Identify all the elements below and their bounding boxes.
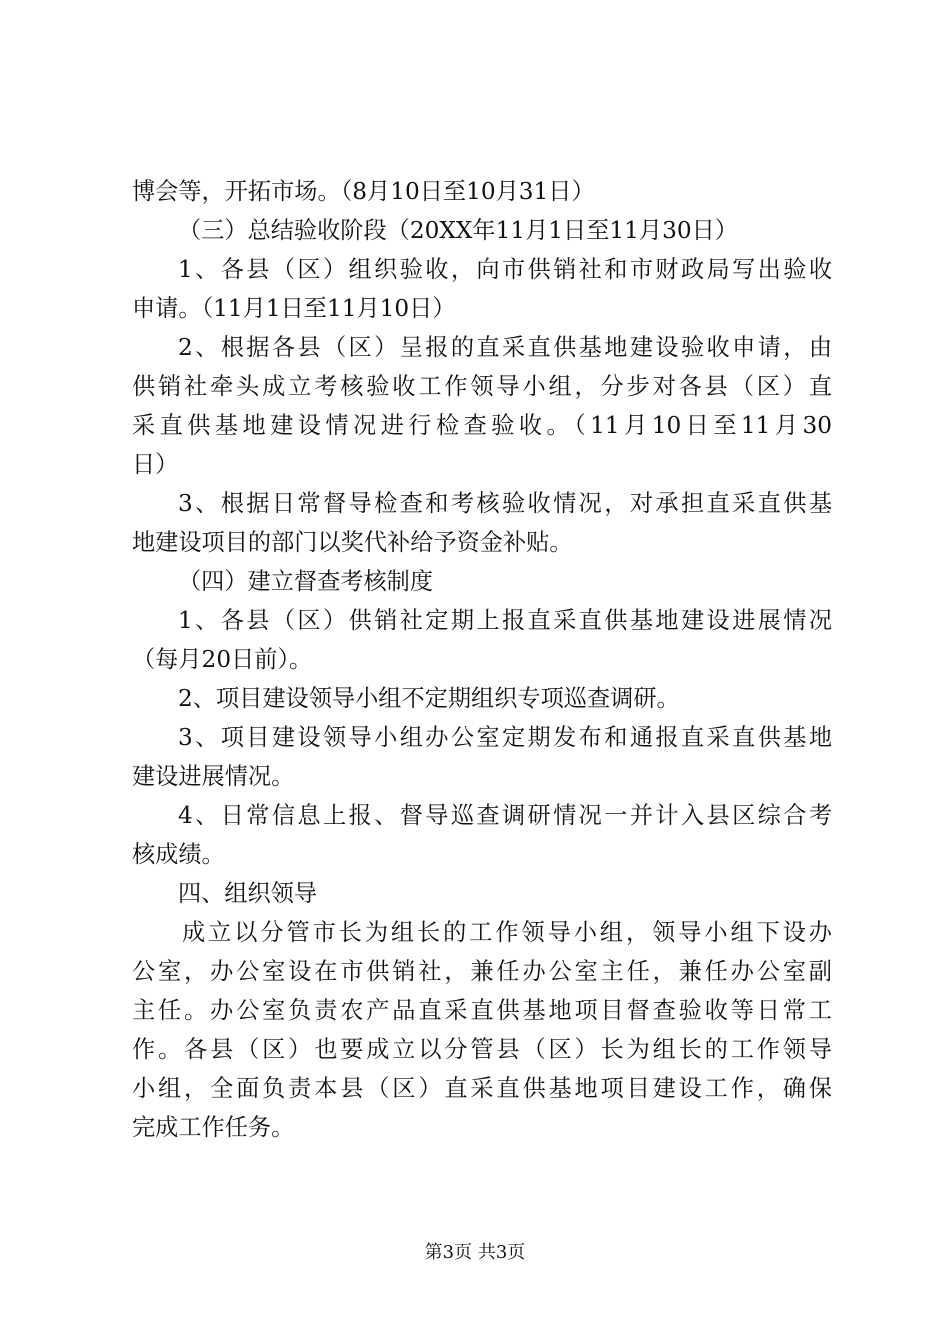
text-line: 地建设项目的部门以奖代补给予资金补贴。	[132, 529, 573, 556]
text-line: 2、根据各县（区）呈报的直采直供基地建设验收申请，由	[178, 334, 832, 361]
page-footer: 第3页 共3页	[424, 1242, 526, 1263]
text-line: 4、日常信息上报、督导巡查调研情况一并计入县区综合考	[178, 802, 832, 829]
section-heading: （四）建立督查考核制度	[178, 568, 434, 595]
section-heading: 四、组织领导	[178, 880, 318, 907]
text-line: 2、项目建设领导小组不定期组织专项巡查调研。	[178, 685, 680, 712]
text-line: 1、各县（区）供销社定期上报直采直供基地建设进展情况	[178, 607, 832, 634]
text-line: 申请。（11月1日至11月10日）	[132, 295, 456, 322]
text-line: 核成绩。	[132, 841, 225, 868]
text-line: 建设进展情况。	[132, 763, 295, 790]
text-line: 3、项目建设领导小组办公室定期发布和通报直采直供基地	[178, 724, 832, 751]
text-line: 博会等，开拓市场。（8月10日至10月31日）	[132, 178, 595, 205]
text-line: 完成工作任务。	[132, 1114, 295, 1141]
text-line: 公室，办公室设在市供销社，兼任办公室主任，兼任办公室副	[132, 958, 832, 985]
section-heading: （三）总结验收阶段（20XX年11月1日至11月30日）	[178, 217, 738, 244]
text-line: 小组，全面负责本县（区）直采直供基地项目建设工作，确保	[132, 1075, 832, 1102]
text-line: 采直供基地建设情况进行检查验收。（11月10日至11月30	[132, 412, 832, 439]
text-line: 主任。办公室负责农产品直采直供基地项目督查验收等日常工	[132, 997, 832, 1024]
text-line: 1、各县（区）组织验收，向市供销社和市财政局写出验收	[178, 256, 832, 283]
text-line: 作。各县（区）也要成立以分管县（区）长为组长的工作领导	[132, 1036, 832, 1063]
text-line: 成立以分管市长为组长的工作领导小组，领导小组下设办	[182, 919, 832, 946]
text-line: （每月20日前）。	[132, 646, 313, 673]
document-body	[132, 172, 832, 1147]
text-line: 供销社牵头成立考核验收工作领导小组，分步对各县（区）直	[132, 373, 832, 400]
text-line: 3、根据日常督导检查和考核验收情况，对承担直采直供基	[178, 490, 832, 517]
text-line: 日）	[132, 451, 179, 478]
